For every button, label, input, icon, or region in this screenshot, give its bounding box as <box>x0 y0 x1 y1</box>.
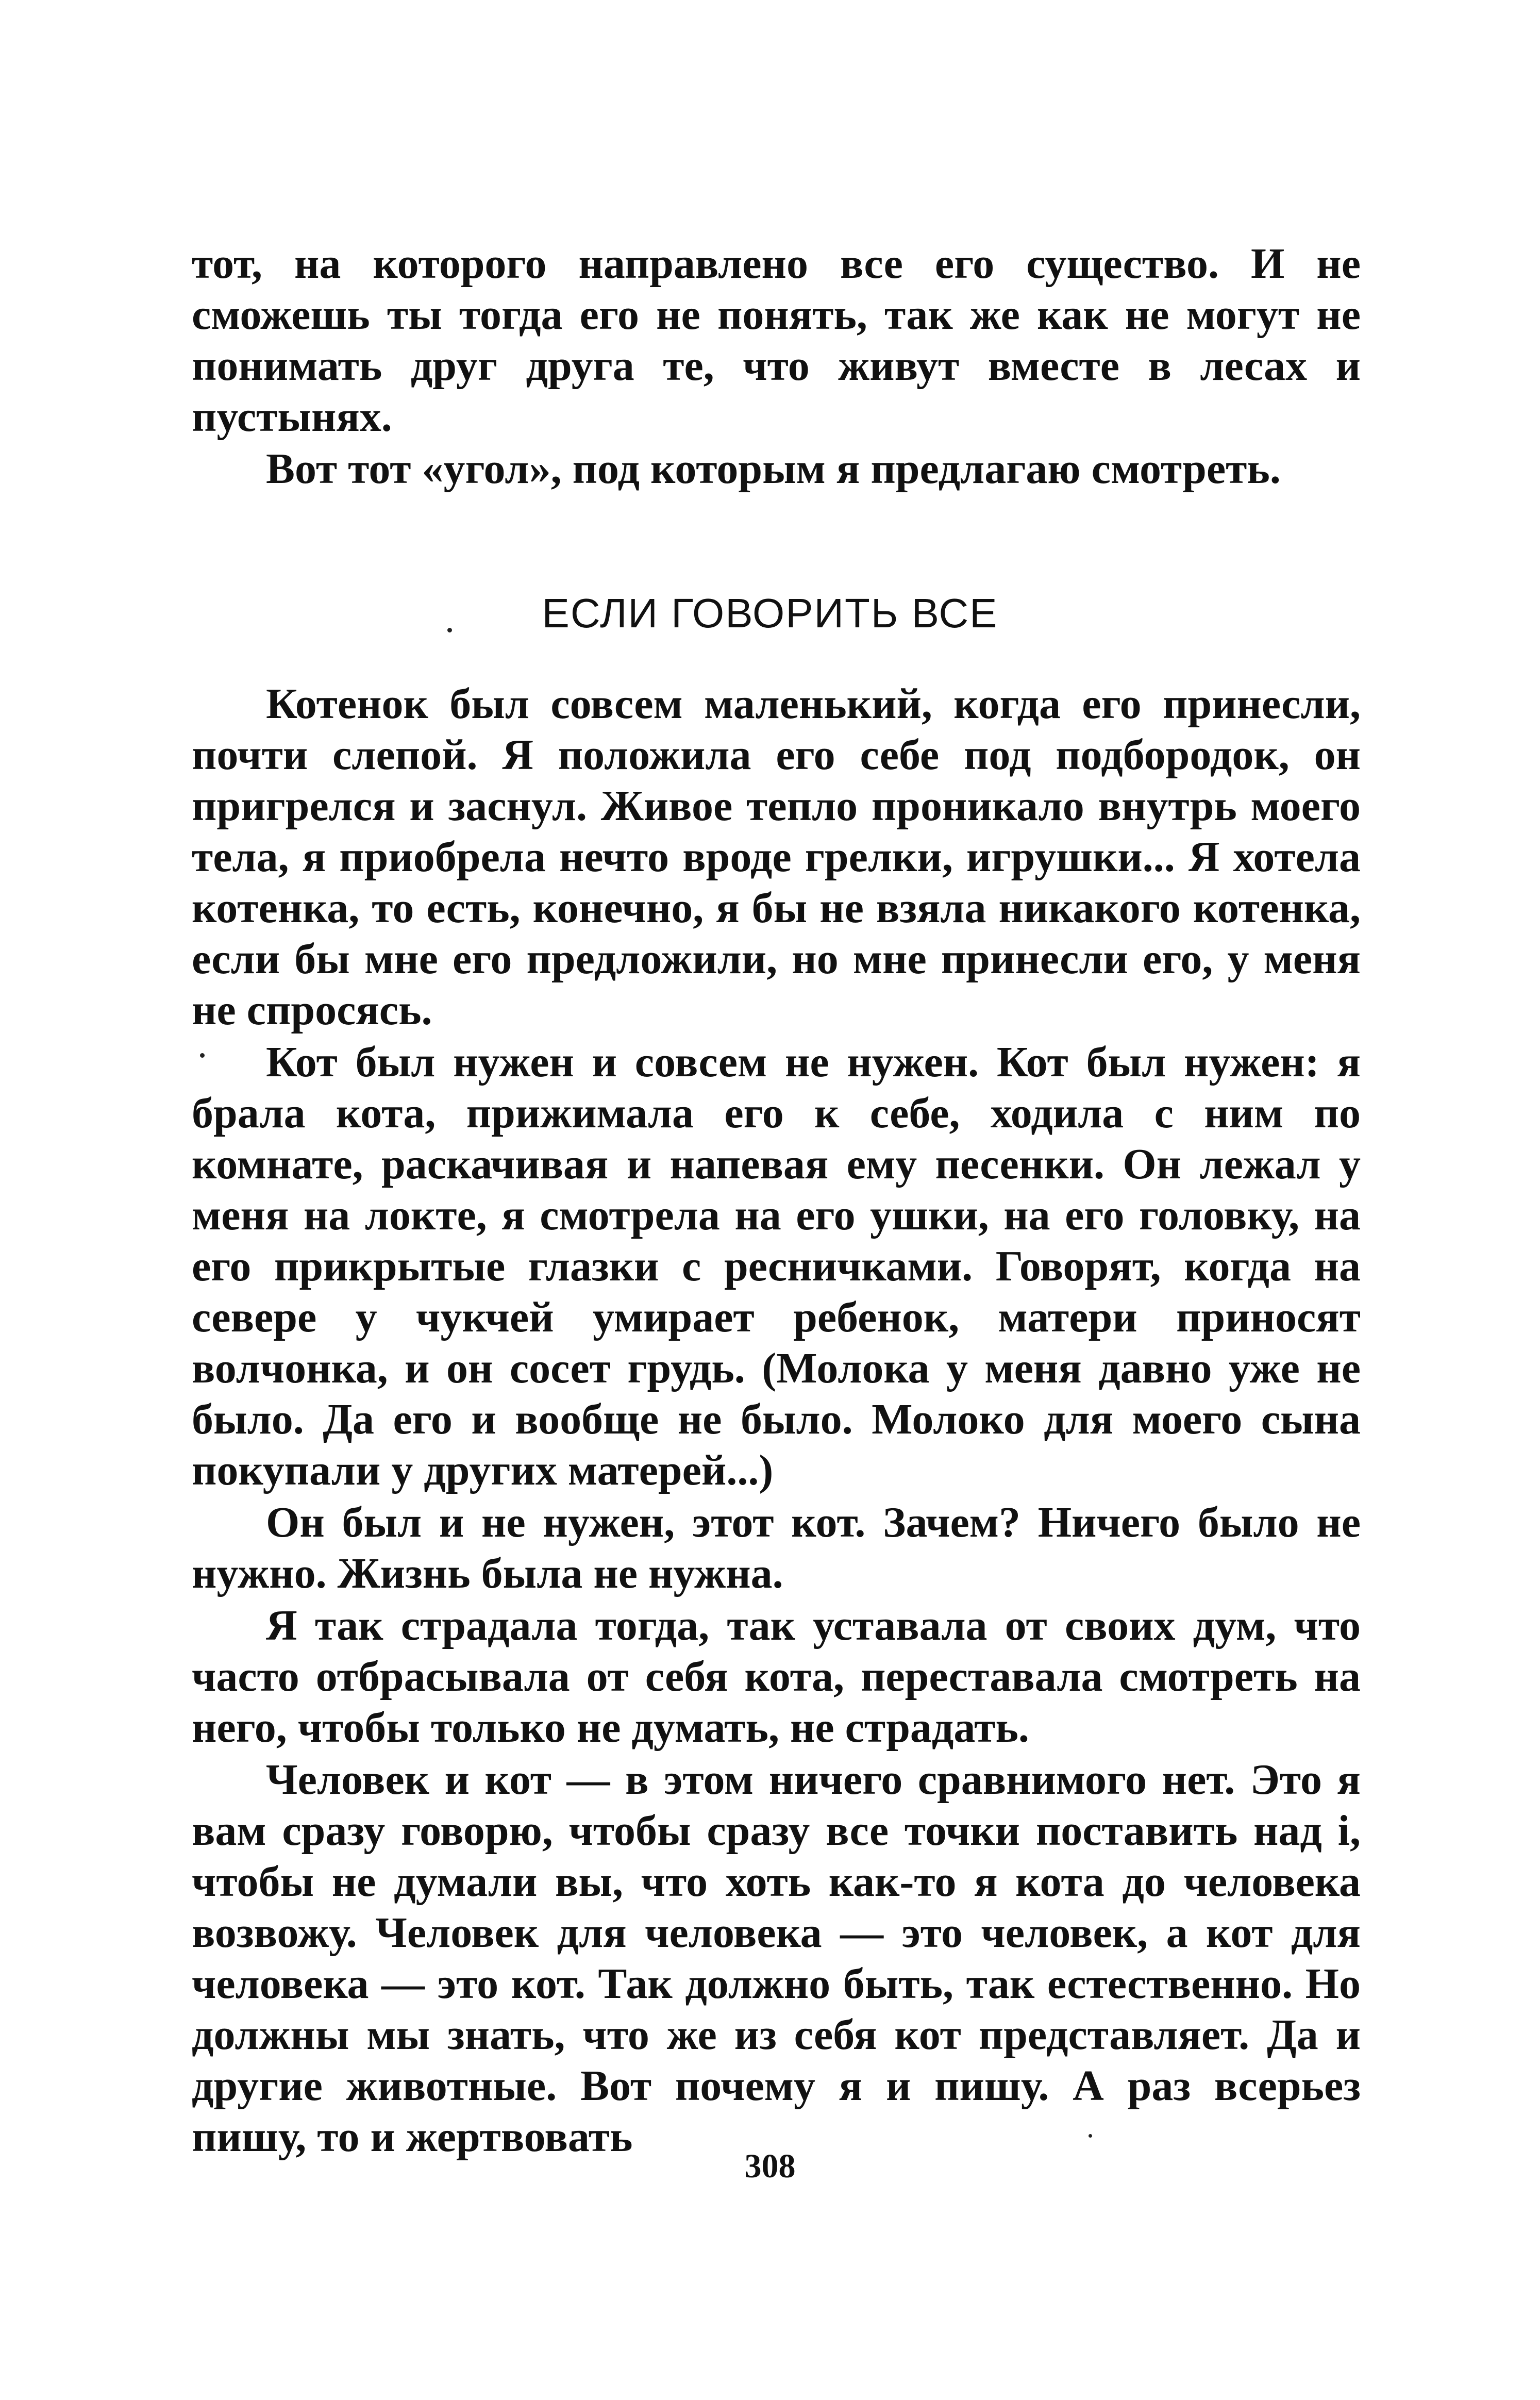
print-speck <box>447 628 452 632</box>
main-text <box>192 678 1361 2162</box>
section-heading: ЕСЛИ ГОВОРИТЬ ВСЕ <box>542 590 998 636</box>
page-number: 308 <box>744 2147 796 2185</box>
print-speck <box>200 1053 205 1058</box>
intro-text <box>192 238 1361 494</box>
paragraph: Он был и не нужен, этот кот. Зачем? Ничего было не нужно. Жизнь была не нужна. <box>192 1498 1361 1597</box>
paragraph: Человек и кот — в этом ничего сравнимого нет. Это я вам сразу говорю, чтобы сразу все точки поставить над i, чтобы не думали вы, что хоть как-то я кота до человека возвожу. Человек для человека — это человек, а кот для человека — это кот. Так должно быть, так естественно. Но должны мы знать, что же из себя кот представляет. Да и другие животные. Вот почему я и пишу. А раз всерьез пишу, то и жертвовать <box>192 1756 1361 2161</box>
print-speck <box>1089 2134 1092 2138</box>
paragraph-continued: тот, на которого направлено все его существо. И не сможешь ты тогда его не понять, так же как не могут не понимать друг друга те, что живут вместе в лесах и пустынях. <box>192 240 1361 441</box>
paragraph: Котенок был совсем маленький, когда его принесли, почти слепой. Я положила его себе под подбородок, он пригрелся и заснул. Живое тепло проникало внутрь моего тела, я приобрела нечто вроде грелки, игрушки... Я хотела котенка, то есть, конечно, я бы не взяла никакого котенка, если бы мне его предложили, но мне принесли его, у меня не спросясь. <box>192 680 1361 1034</box>
paragraph: Кот был нужен и совсем не нужен. Кот был нужен: я брала кота, прижимала его к себе, ходила с ним по комнате, раскачивая и напевая ему песенки. Он лежал у меня на локте, я смотрела на его ушки, на его головку, на его прикрытые глазки с ресничками. Говорят, когда на севере у чукчей умирает ребенок, матери приносят волчонка, и он сосет грудь. (Молока у меня давно уже не было. Да его и вообще не было. Молоко для моего сына покупали у других матерей...) <box>192 1038 1361 1494</box>
paragraph: Я так страдала тогда, так уставала от своих дум, что часто отбрасывала от себя кота, переставала смотреть на него, чтобы только не думать, не страдать. <box>192 1602 1361 1752</box>
paragraph: Вот тот «угол», под которым я предлагаю смотреть. <box>266 445 1281 493</box>
